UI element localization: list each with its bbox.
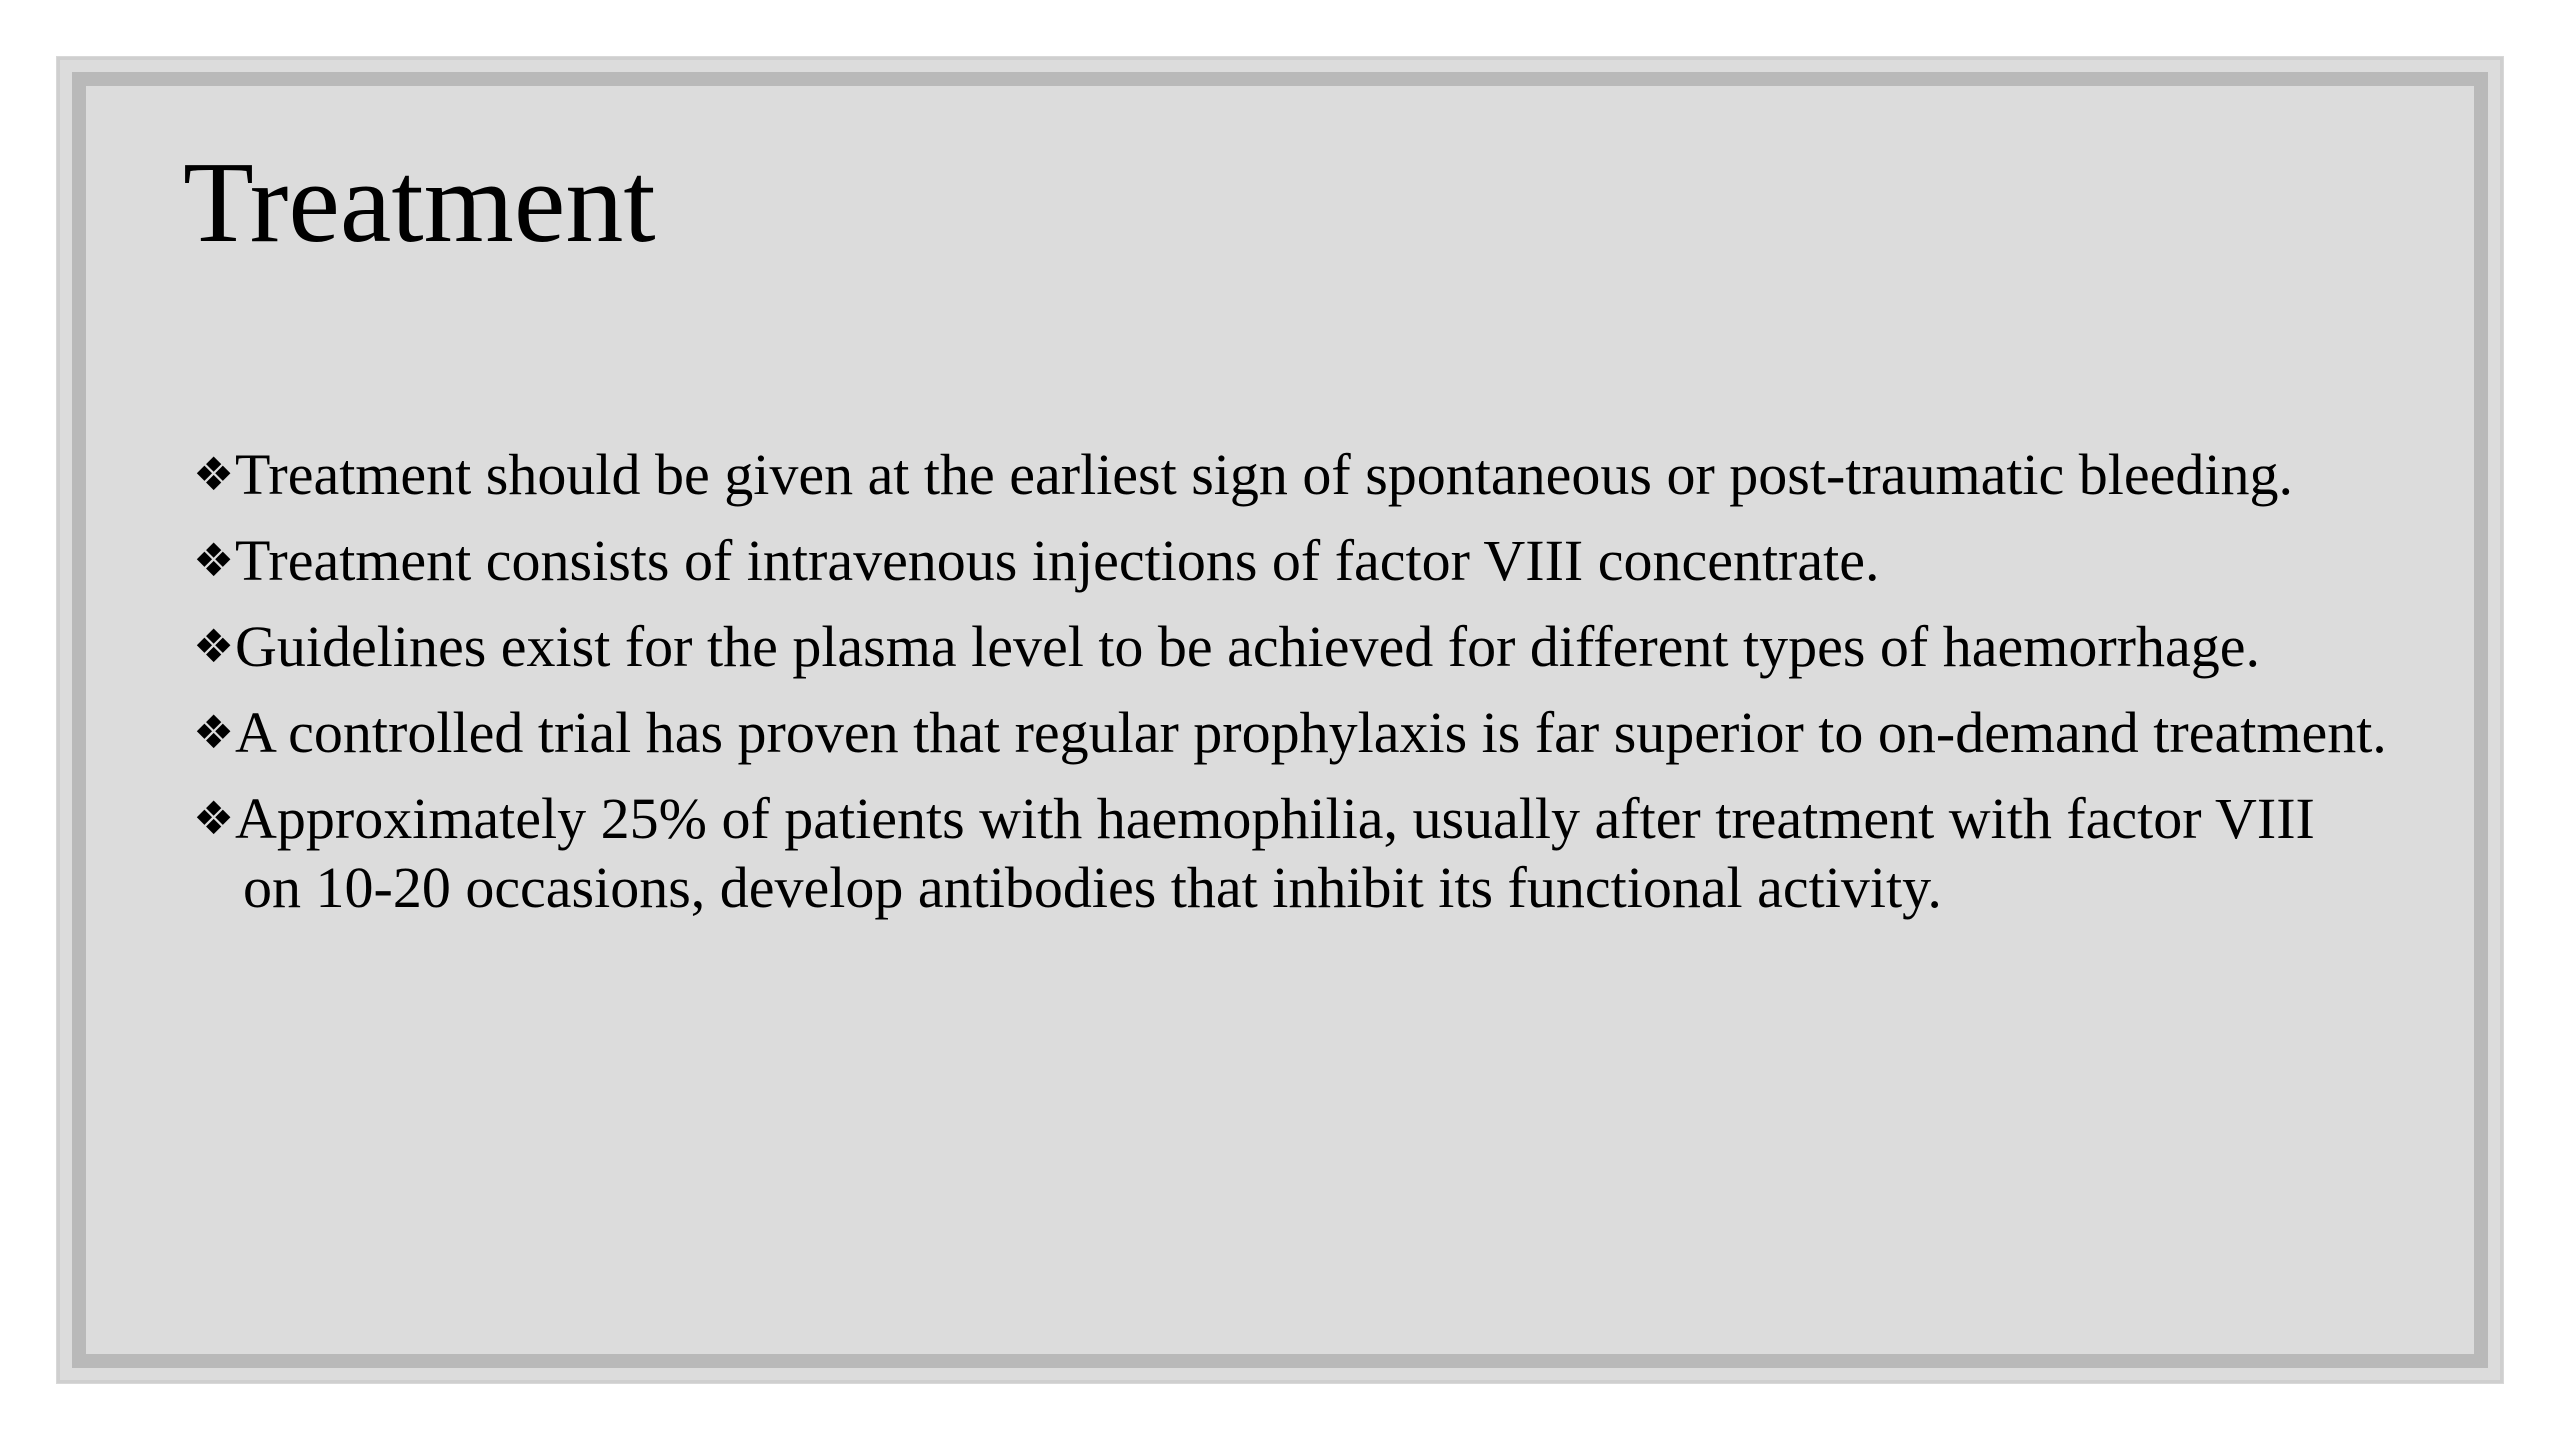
slide-title: Treatment bbox=[183, 139, 656, 267]
bullet-text: A controlled trial has proven that regular prophylaxis is far superior to on-demand treatment. bbox=[235, 700, 2387, 765]
diamond-bullet-icon: ❖ bbox=[193, 619, 235, 673]
bullet-item bbox=[183, 440, 2373, 509]
bullet-list bbox=[183, 440, 2387, 939]
bullet-text: Treatment consists of intravenous injections of factor VIII concentrate. bbox=[235, 528, 1880, 593]
bullet-text: Guidelines exist for the plasma level to be achieved for different types of haemorrhage. bbox=[235, 614, 2260, 679]
bullet-item bbox=[183, 784, 2353, 922]
diamond-bullet-icon: ❖ bbox=[193, 705, 235, 759]
bullet-item bbox=[183, 612, 2273, 681]
bullet-item bbox=[183, 526, 2383, 595]
bullet-item bbox=[183, 698, 2443, 767]
bullet-text: Approximately 25% of patients with haemophilia, usually after treatment with factor VIII on 10-20 occasions, develop antibodies that inhibit its functional activity. bbox=[235, 786, 2315, 920]
diamond-bullet-icon: ❖ bbox=[193, 533, 235, 587]
diamond-bullet-icon: ❖ bbox=[193, 791, 235, 845]
bullet-text: Treatment should be given at the earliest sign of spontaneous or post-traumatic bleeding. bbox=[235, 442, 2294, 507]
diamond-bullet-icon: ❖ bbox=[193, 447, 235, 501]
